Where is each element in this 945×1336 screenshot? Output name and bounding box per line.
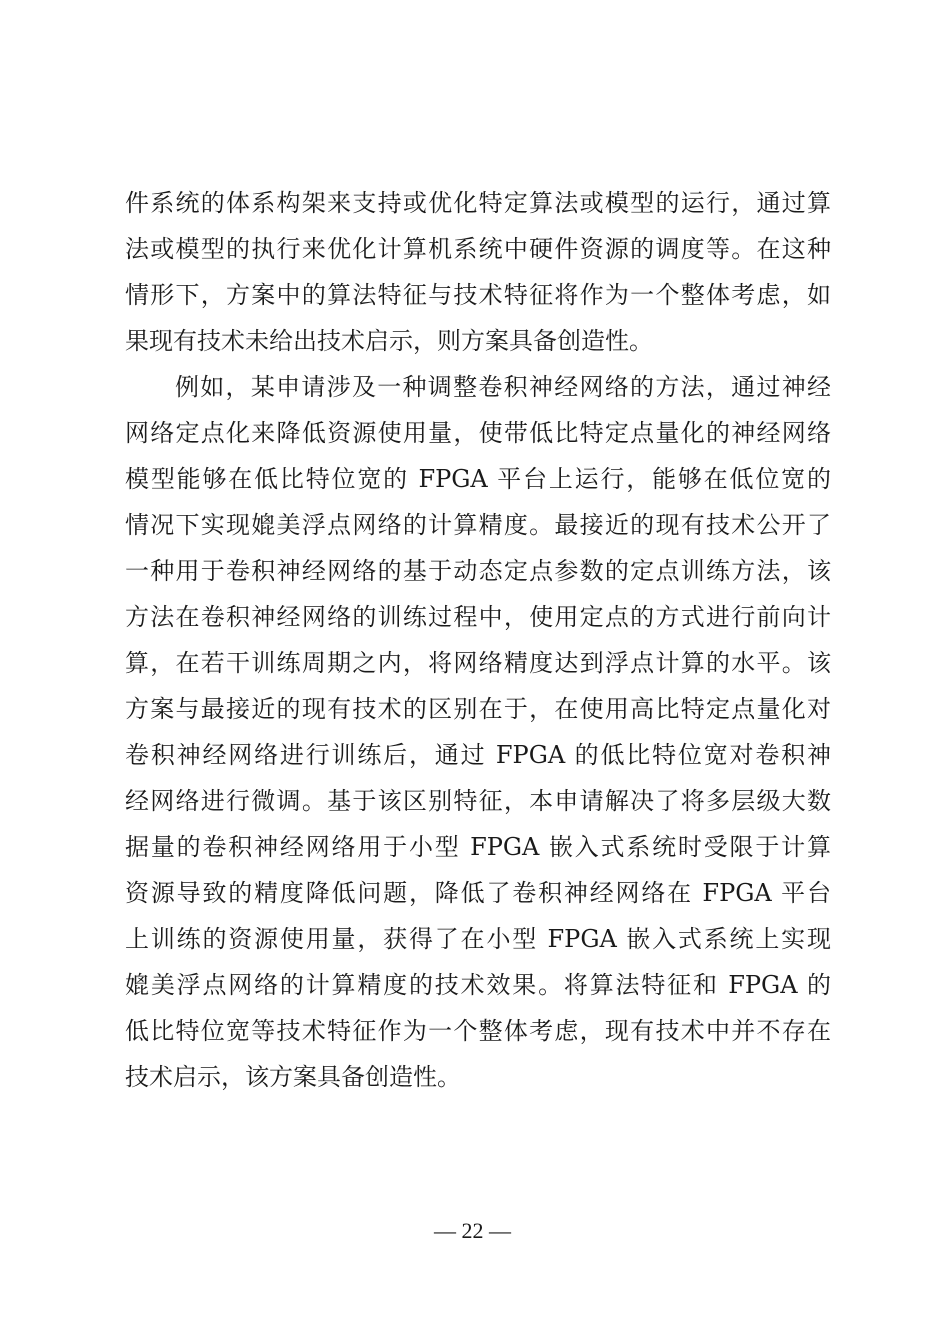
text-line: 方案与最接近的现有技术的区别在于，在使用高比特定点量化对 [125,695,831,723]
text-line: 果现有技术未给出技术启示，则方案具备创造性。 [125,327,653,355]
body-text [125,180,831,1100]
text-line: 模型能够在低比特位宽的 FPGA 平台上运行，能够在低位宽的 [125,465,831,493]
text-line: 算，在若干训练周期之内，将网络精度达到浮点计算的水平。该 [125,649,831,677]
text-line: 一种用于卷积神经网络的基于动态定点参数的定点训练方法，该 [125,557,831,585]
text-line: 低比特位宽等技术特征作为一个整体考虑，现有技术中并不存在 [125,1017,831,1045]
text-line: 情况下实现媲美浮点网络的计算精度。最接近的现有技术公开了 [125,511,831,539]
text-line: 上训练的资源使用量，获得了在小型 FPGA 嵌入式系统上实现 [125,925,831,953]
paragraph-2 [125,364,831,1100]
text-line: 媲美浮点网络的计算精度的技术效果。将算法特征和 FPGA 的 [125,971,831,999]
paragraph-1 [125,180,831,364]
text-line: 情形下，方案中的算法特征与技术特征将作为一个整体考虑，如 [125,281,831,309]
text-line: 件系统的体系构架来支持或优化特定算法或模型的运行，通过算 [125,189,831,217]
text-line: 据量的卷积神经网络用于小型 FPGA 嵌入式系统时受限于计算 [125,833,831,861]
page-number: — 22 — [434,1218,511,1243]
text-line: 技术启示，该方案具备创造性。 [125,1063,461,1091]
text-line: 方法在卷积神经网络的训练过程中，使用定点的方式进行前向计 [125,603,831,631]
text-line: 网络定点化来降低资源使用量，使带低比特定点量化的神经网络 [125,419,831,447]
text-line: 法或模型的执行来优化计算机系统中硬件资源的调度等。在这种 [125,235,831,263]
text-line: 例如，某申请涉及一种调整卷积神经网络的方法，通过神经 [175,373,831,401]
text-line: 卷积神经网络进行训练后，通过 FPGA 的低比特位宽对卷积神 [125,741,831,769]
text-line: 资源导致的精度降低问题，降低了卷积神经网络在 FPGA 平台 [125,879,831,907]
text-line: 经网络进行微调。基于该区别特征，本申请解决了将多层级大数 [125,787,831,815]
